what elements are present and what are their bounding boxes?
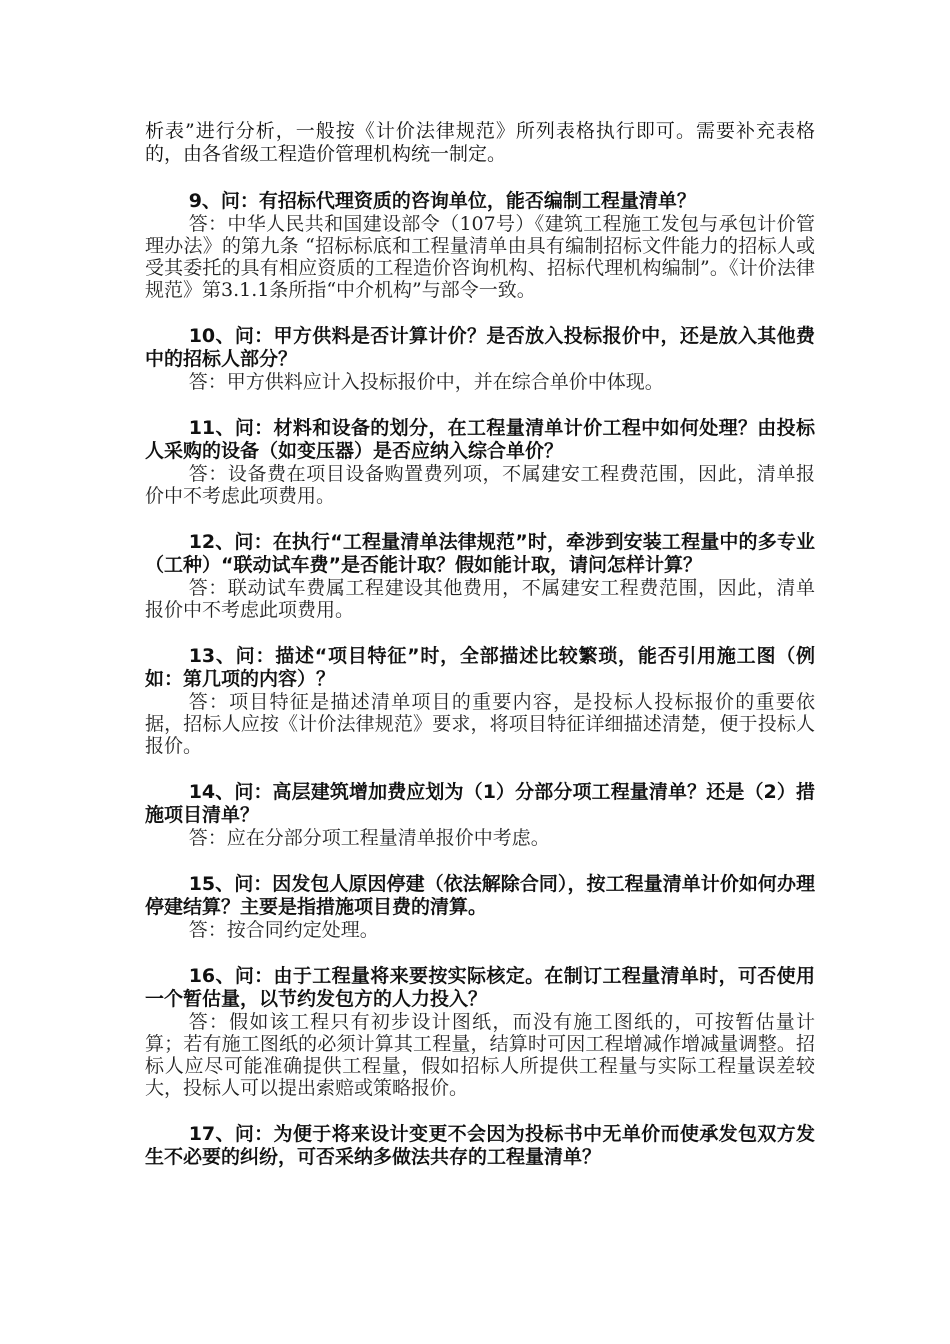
answer-9: 答：中华人民共和国建设部令（107号）《建筑工程施工发包与承包计价管理办法》的第九条 “招标标底和工程量清单由具有编制招标文件能力的招标人或受其委托的具有相应资质的工程造价咨询机构、招标代理机构编制”。《计价法律规范》第3.1.1条所指“中介机构”与部令一致。 — [145, 213, 815, 301]
qa-item-9 — [145, 190, 815, 301]
question-16: 16、问：由于工程量将来要按实际核定。在制订工程量清单时，可否使用一个暂估量，以节约发包方的人力投入？ — [145, 965, 815, 1010]
qa-item-12 — [145, 531, 815, 621]
qa-item-13 — [145, 645, 815, 757]
qa-item-16 — [145, 965, 815, 1099]
document-page — [145, 120, 815, 1169]
question-17: 17、问：为便于将来设计变更不会因为投标书中无单价而使承发包双方发生不必要的纠纷，可否采纳多做法共存的工程量清单？ — [145, 1123, 815, 1168]
answer-11: 答：设备费在项目设备购置费列项，不属建安工程费范围，因此，清单报价中不考虑此项费用。 — [145, 463, 815, 507]
qa-item-11 — [145, 417, 815, 507]
answer-15: 答：按合同约定处理。 — [188, 919, 379, 941]
question-11: 11、问：材料和设备的划分，在工程量清单计价工程中如何处理？由投标人采购的设备（如变压器）是否应纳入综合单价？ — [145, 417, 815, 462]
qa-item-10 — [145, 325, 815, 393]
question-12: 12、问：在执行“工程量清单法律规范”时，牵涉到安装工程量中的多专业（工种）“联动试车费”是否能计取？假如能计取，请问怎样计算？ — [145, 531, 815, 576]
question-14: 14、问：高层建筑增加费应划为（1）分部分项工程量清单？还是（2）措施项目清单？ — [145, 781, 815, 826]
answer-13: 答：项目特征是描述清单项目的重要内容，是投标人投标报价的重要依据，招标人应按《计价法律规范》要求，将项目特征详细描述清楚，便于投标人报价。 — [145, 691, 815, 757]
qa-item-14 — [145, 781, 815, 849]
question-9: 9、问：有招标代理资质的咨询单位，能否编制工程量清单？ — [188, 190, 696, 212]
question-15: 15、问：因发包人原因停建（依法解除合同），按工程量清单计价如何办理停建结算？主要是指措施项目费的清算。 — [145, 873, 815, 918]
answer-16: 答：假如该工程只有初步设计图纸，而没有施工图纸的，可按暂估量计算；若有施工图纸的必须计算其工程量，结算时可因工程增减作增减量调整。招标人应尽可能准确提供工程量，假如招标人所提供工程量与实际工程量误差较大，投标人可以提出索赔或策略报价。 — [145, 1011, 815, 1099]
intro-paragraph: 析表”进行分析，一般按《计价法律规范》所列表格执行即可。需要补充表格的，由各省级工程造价管理机构统一制定。 — [145, 120, 815, 165]
answer-12: 答：联动试车费属工程建设其他费用，不属建安工程费范围，因此，清单报价中不考虑此项费用。 — [145, 577, 815, 621]
answer-14: 答：应在分部分项工程量清单报价中考虑。 — [188, 827, 550, 849]
question-10: 10、问：甲方供料是否计算计价？是否放入投标报价中，还是放入其他费中的招标人部分？ — [145, 325, 815, 370]
answer-10: 答：甲方供料应计入投标报价中，并在综合单价中体现。 — [188, 371, 664, 393]
question-13: 13、问：描述“项目特征”时，全部描述比较繁琐，能否引用施工图（例如：第几项的内容）？ — [145, 645, 815, 690]
qa-item-17 — [145, 1123, 815, 1169]
qa-item-15 — [145, 873, 815, 941]
